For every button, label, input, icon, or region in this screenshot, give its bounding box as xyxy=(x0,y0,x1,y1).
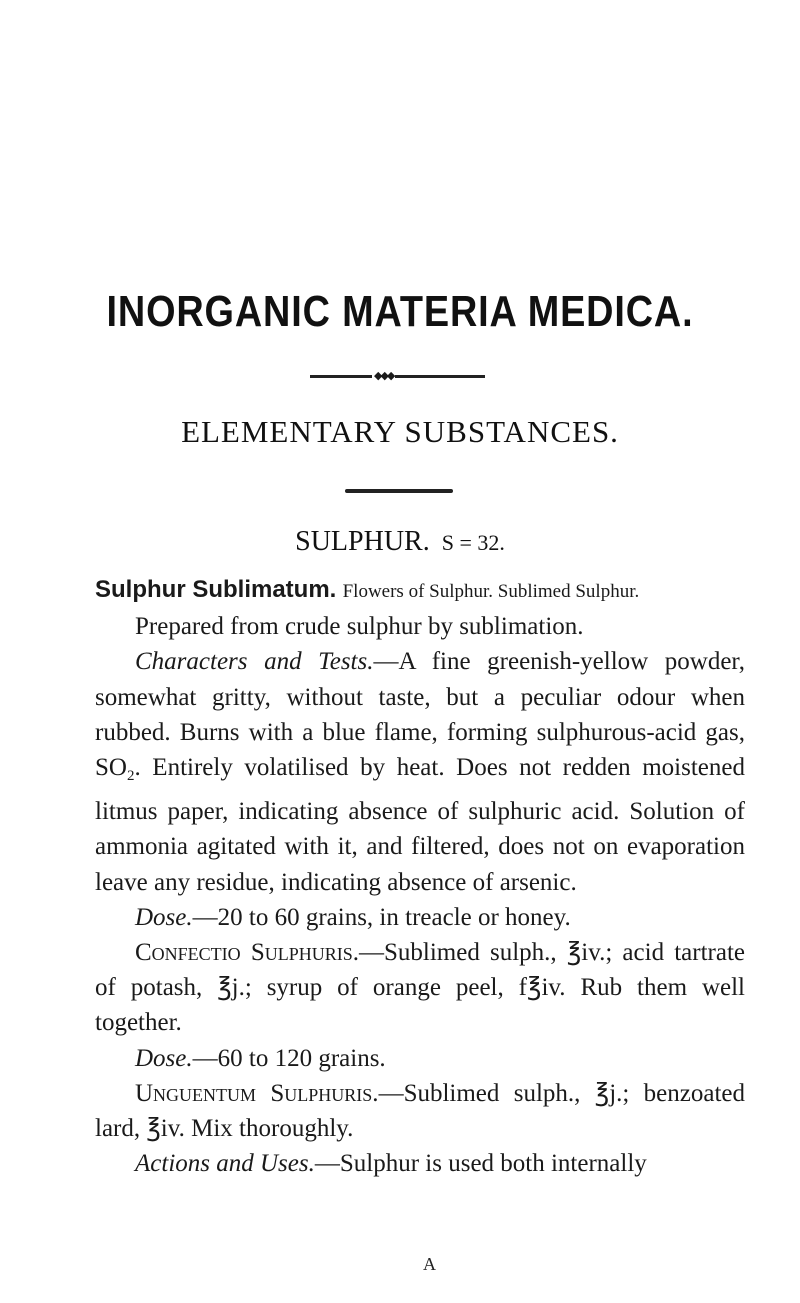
dose-paragraph-2 xyxy=(95,1041,745,1076)
characters-text-b: . Entirely volatilised by heat. Does not redden moistened litmus paper, indicating absence of sulphuric acid. Solution of ammonia agitated with it, and filtered, does not on evaporation leave any residue, indicating absence of arsenic. xyxy=(95,754,745,896)
actions-paragraph xyxy=(95,1146,745,1181)
preparation-paragraph: Prepared from crude sulphur by sublimation. xyxy=(135,613,584,641)
synonyms-paragraph xyxy=(95,572,745,609)
dose-text-2: —60 to 120 grains. xyxy=(192,1044,386,1072)
dose-paragraph-1 xyxy=(95,900,745,935)
confectio-text: —Sublimed sulph., ℥iv.; acid tartrate of potash, ℥j.; syrup of orange peel, f℥iv. Rub them well together. xyxy=(95,939,745,1037)
entry-symbol: S = 32. xyxy=(441,530,505,555)
diamond-ornament-icon: ◆◆◆ xyxy=(374,369,394,382)
dose-label-2: Dose. xyxy=(135,1044,193,1072)
dose-label-1: Dose. xyxy=(135,903,193,931)
ornamental-rule xyxy=(310,369,485,382)
actions-label: Actions and Uses. xyxy=(135,1150,315,1178)
signature-mark: A xyxy=(423,1254,436,1274)
page-title: INORGANIC MATERIA MEDICA. xyxy=(106,287,694,336)
section-divider xyxy=(345,489,453,493)
confectio-label: Confectio Sulphuris. xyxy=(135,939,359,967)
unguentum-paragraph xyxy=(95,1076,745,1146)
characters-subscript: 2 xyxy=(126,768,135,785)
synonyms-name: Sulphur Sublimatum. xyxy=(95,576,337,603)
body-text xyxy=(95,572,745,1181)
characters-label: Characters and Tests. xyxy=(135,648,374,676)
synonyms-text: Flowers of Sulphur. Sublimed Sulphur. xyxy=(342,581,640,602)
section-title: ELEMENTARY SUBSTANCES. xyxy=(181,414,619,449)
unguentum-label: Unguentum Sulphuris. xyxy=(135,1079,379,1107)
characters-text-a: —A fine greenish-yellow powder, somewhat gritty, without taste, but a peculiar odour when rubbed. Burns with a blue flame, forming sulphurous-acid gas, SO xyxy=(95,648,745,782)
dose-text-1: —20 to 60 grains, in treacle or honey. xyxy=(192,903,571,931)
entry-name: SULPHUR. xyxy=(295,526,430,557)
confectio-paragraph xyxy=(95,935,745,1041)
unguentum-text: —Sublimed sulph., ℥j.; benzoated lard, ℥iv. Mix thoroughly. xyxy=(95,1079,745,1143)
characters-paragraph xyxy=(95,644,745,899)
actions-text: —Sulphur is used both internally xyxy=(314,1150,647,1178)
entry-heading xyxy=(0,526,800,558)
